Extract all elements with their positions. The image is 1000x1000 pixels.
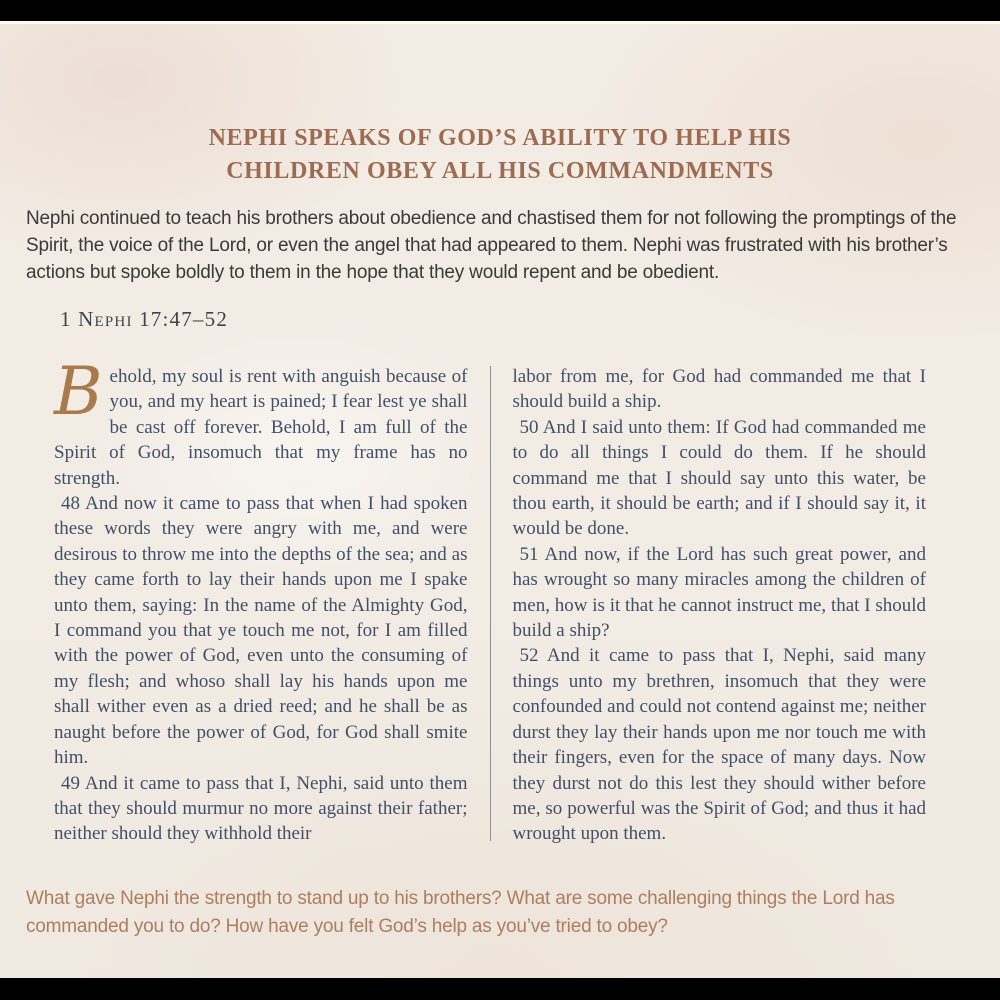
bottom-letterbox-bar [0, 978, 1000, 1000]
verse-48-text: 48 And now it came to pass that when I had spoken these words they were angry with me, and were desirous to throw me into the depths of the sea; and as they came forth to lay their hands upon me I spake unto them, saying: In the name of the Almighty God, I command you that ye touch me not, for I am filled with the power of God, even unto the consuming of my flesh; and whoso shall lay his hands upon me shall wither even as a dried reed; and he shall be as naught before the power of God, for God shall smite him. [54, 493, 468, 769]
top-letterbox-bar [0, 0, 1000, 24]
verse-47-text: ehold, my soul is rent with anguish because of you, and my heart is pained; I fear lest ye shall be cast off forever. Behold, I am full of the Spirit of God, insomuch that my frame has no strength. [54, 366, 468, 489]
parchment-sheet [0, 24, 1000, 978]
discussion-question: What gave Nephi the strength to stand up to his brothers? What are some challenging things the Lord has commanded you to do? How have you felt God’s help as you’ve tried to obey? [26, 887, 895, 937]
verse-51-text: 51 And now, if the Lord has such great power, and has wrought so many miracles among the children of men, how is it that he cannot instruct me, that I should build a ship? [512, 543, 926, 642]
verse-49-text-part1: 49 And it came to pass that I, Nephi, said unto them that they should murmur no more against their father; neither should they withhold their [54, 772, 468, 845]
page-title: NEPHI SPEAKS OF GOD’S ABILITY TO HELP HIS CHILDREN OBEY ALL HIS COMMANDMENTS [208, 125, 792, 184]
verse-52-text: 52 And it came to pass that I, Nephi, said many things unto my brethren, insomuch that they were confounded and could not contend against me; neither durst they lay their hands upon me nor touch me with their fingers, even for the space of many days. Now they durst not do this lest they should wither before me, so powerful was the Spirit of God; and thus it had wrought upon them. [512, 645, 926, 845]
verse-47 [54, 353, 468, 491]
scripture-reference: 1 Nephi 17:47–52 [60, 307, 229, 331]
scripture-column-left [54, 353, 468, 847]
verse-50-text: 50 And I said unto them: If God had commanded me to do all things I could do them. If he should command me that I should say unto this water, be thou earth, it should be earth; and if I should say it, it would be done. [512, 416, 926, 540]
scripture-column-right [513, 364, 927, 847]
scripture-columns [54, 353, 926, 847]
drop-cap-letter: B [54, 353, 103, 430]
intro-paragraph: Nephi continued to teach his brothers about obedience and chastised them for not following the promptings of the Spirit, the voice of the Lord, or even the angel that had appeared to them. Nephi was frustrated with his brother’s actions but spoke boldly to them in the hope that they would repent and be obedient. [26, 208, 957, 283]
verse-49-text-part2: labor from me, for God had commanded me that I should build a ship. [512, 366, 926, 413]
column-divider-rule [490, 366, 491, 841]
